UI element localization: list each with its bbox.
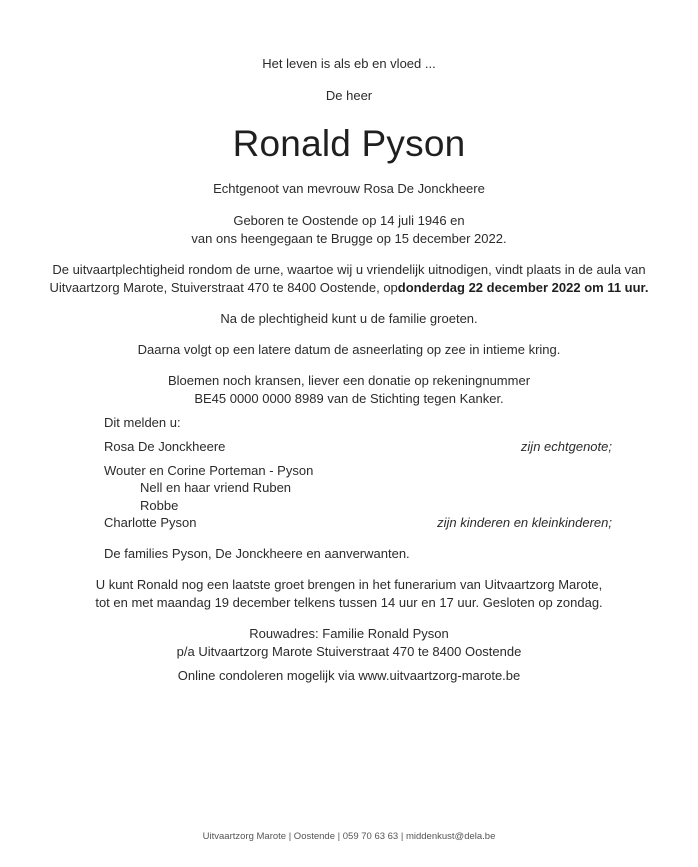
- after-ceremony: Na de plechtigheid kunt u de familie groeten.: [220, 311, 478, 326]
- donation-line-2: BE45 0000 0000 8989 van de Stichting tegen Kanker.: [194, 391, 504, 406]
- spouse-name: Rosa De Jonckheere: [104, 439, 226, 454]
- online-condolence: Online condoleren mogelijk via www.uitvaartzorg-marote.be: [177, 668, 521, 683]
- spouse-relation: zijn echtgenote;: [520, 439, 612, 454]
- birth-line: Geboren te Oostende op 14 juli 1946 en: [233, 213, 465, 228]
- announcers-intro: Dit melden u:: [104, 415, 181, 430]
- donation-line-1: Bloemen noch kransen, liever een donatie op rekeningnummer: [167, 373, 531, 388]
- ceremony-line-1: De uitvaartplechtigheid rondom de urne, waartoe wij u vriendelijk uitnodigen, vindt plaats in de aula van: [52, 262, 646, 277]
- footer: Uitvaartzorg Marote | Oostende | 059 70 63 63 | middenkust@dela.be: [202, 831, 496, 842]
- mourning-address-line-2: p/a Uitvaartzorg Marote Stuiverstraat 470 te 8400 Oostende: [176, 644, 522, 659]
- death-line: van ons heengegaan te Brugge op 15 december 2022.: [191, 231, 507, 246]
- child-2: Charlotte Pyson: [104, 515, 197, 530]
- ceremony-datetime: donderdag 22 december 2022 om 11 uur.: [397, 280, 649, 295]
- ash-scattering: Daarna volgt op een latere datum de asneerlating op zee in intieme kring.: [137, 342, 561, 357]
- children-relation: zijn kinderen en kleinkinderen;: [437, 515, 612, 530]
- motto: Het leven is als eb en vloed ...: [262, 56, 436, 71]
- spouse-line: Echtgenoot van mevrouw Rosa De Jonckheere: [213, 181, 485, 196]
- grandchild-1: Nell en haar vriend Ruben: [140, 480, 292, 495]
- visitation-line-2: tot en met maandag 19 december telkens tussen 14 uur en 17 uur. Gesloten op zondag.: [95, 595, 603, 610]
- ceremony-line-2: [0, 279, 698, 297]
- grandchild-2: Robbe: [140, 498, 179, 513]
- child-1: Wouter en Corine Porteman - Pyson: [104, 463, 314, 478]
- visitation-line-1: U kunt Ronald nog een laatste groet brengen in het funerarium van Uitvaartzorg Marote,: [95, 577, 603, 592]
- ceremony-location: Uitvaartzorg Marote, Stuiverstraat 470 te 8400 Oostende, op: [49, 280, 398, 295]
- mourning-address-line-1: Rouwadres: Familie Ronald Pyson: [249, 626, 449, 641]
- families: De families Pyson, De Jonckheere en aanverwanten.: [104, 546, 410, 561]
- deceased-name: Ronald Pyson: [232, 123, 466, 164]
- title-prefix: De heer: [325, 88, 373, 103]
